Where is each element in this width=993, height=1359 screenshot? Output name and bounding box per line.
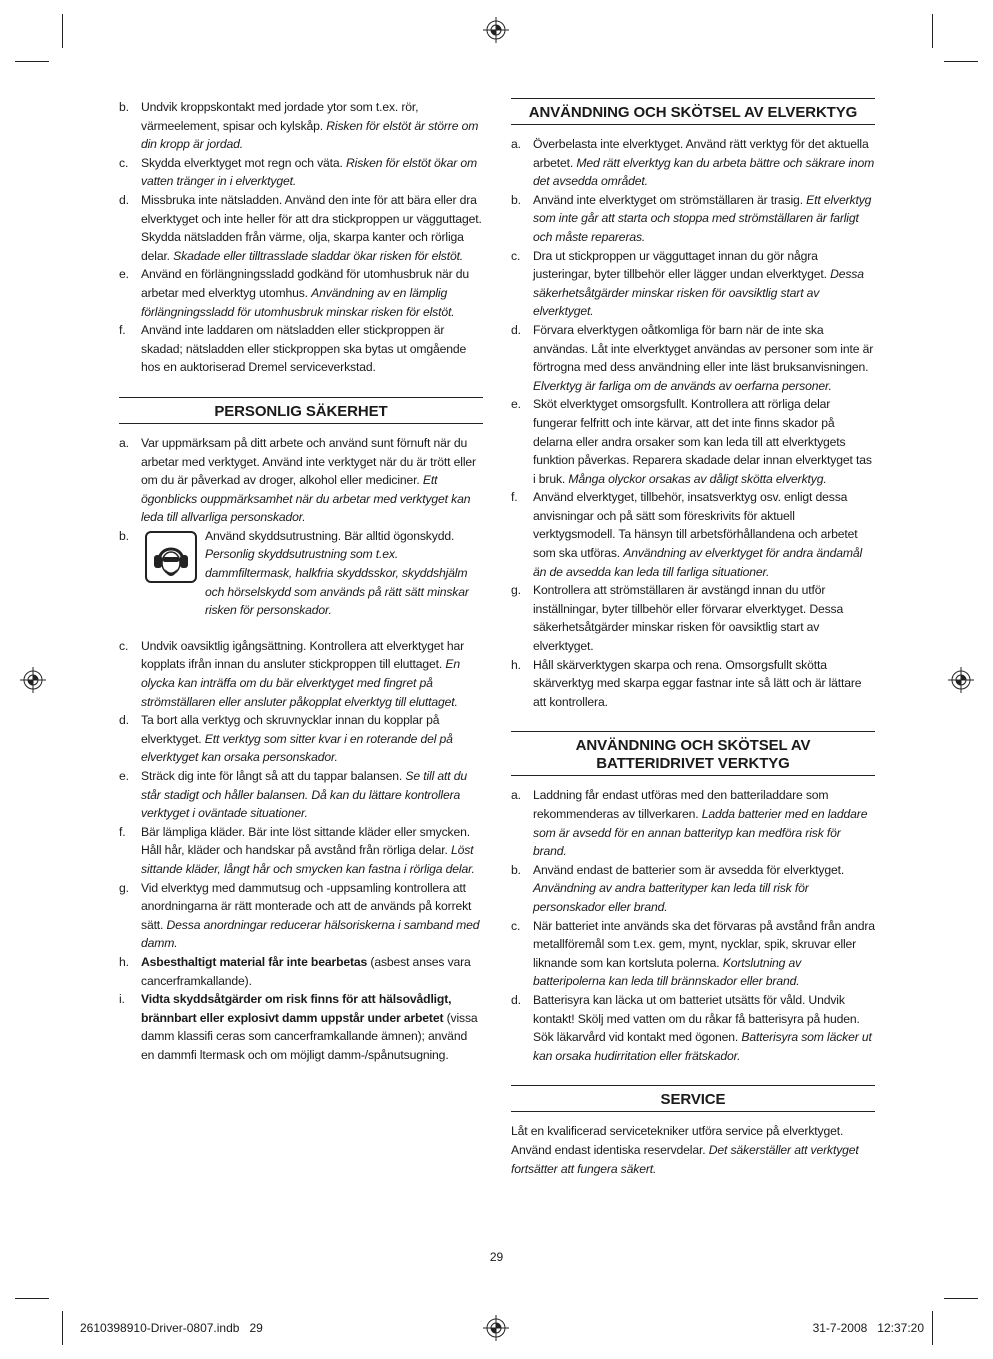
list-item: i. Vidta skyddsåtgärder om risk finns för att hälsovådligt, brännbart eller explosivt damm uppstår under arbetet (vissa damm klassifi ceras som cancerframkallande ämnen); använd en dammfi ltermask och om möjligt damm-/spånutsugning.	[119, 992, 478, 1062]
tool-use-list	[511, 135, 875, 711]
section-heading-personal-safety: PERSONLIG SÄKERHET	[119, 397, 483, 424]
list-item: c. Dra ut stickproppen ur vägguttaget innan du gör några justeringar, byter tillbehör eller lägger undan elverktyget. Dessa säkerhetsåtgärder minskar risken för oavsiktlig start av elverktyget.	[511, 248, 864, 319]
registration-mark-icon	[948, 667, 974, 693]
safety-gear-icon	[145, 531, 197, 583]
personal-safety-list	[119, 637, 483, 1065]
electrical-safety-list	[119, 98, 483, 377]
registration-mark-icon	[483, 1315, 509, 1341]
list-item: e. Sträck dig inte för långt så att du tappar balansen. Se till att du står stadigt och håller balansen. Då kan du lättare kontrollera verktyget i oväntade situationer.	[119, 769, 468, 821]
list-item: e. Sköt elverktyget omsorgsfullt. Kontrollera att rörliga delar fungerar felfritt och inte kärvar, att det inte finns skador på delarna eller andra orsaker som kan leda till att elverktygets funktion påverkas. Reparera skadade delar innan elverktyget tas i bruk. Många olyckor orsakas av dåligt skötta elverktyg.	[511, 397, 872, 486]
crop-mark	[932, 14, 933, 48]
list-item: g. Vid elverktyg med dammutsug och -uppsamling kontrollera att anordningarna är rätt monterade och att de används på korrekt sätt. Dessa anordningar reducerar hälsoriskerna i samband med damm.	[119, 880, 480, 951]
list-item: f. Bär lämpliga kläder. Bär inte löst sittande kläder eller smycken. Håll hår, kläder och handskar på avstånd från rörliga delar. Löst sittande kläder, långt hår och smycken kan fastna i rörliga delar.	[119, 824, 475, 876]
right-column	[511, 98, 875, 1178]
list-item: b. Använd endast de batterier som är avsedda för elverktyget. Användning av andra batterityper kan leda till risk för personskador eller brand.	[511, 862, 845, 914]
list-item: d. Missbruka inte nätsladden. Använd den inte för att bära eller dra elverktyget och inte heller för att dra stickproppen ur vägguttaget. Skydda nätsladden från värme, olja, skarpa kanter och rörliga delar. Skadade eller tilltrasslade sladdar ökar risken för elstöt.	[119, 192, 482, 263]
footer-timestamp: 31-7-2008 12:37:20	[812, 1321, 924, 1335]
crop-mark	[15, 61, 49, 62]
list-item: b. Använd inte elverktyget om strömställaren är trasig. Ett elverktyg som inte går att starta och stoppa med strömställaren är farligt och måste repareras.	[511, 192, 872, 244]
list-item: c. När batteriet inte används ska det förvaras på avstånd från andra metallföremål som t.ex. gem, mynt, nycklar, spik, skruvar eller liknande som kan kortsluta polerna. Kortslutning av batteripolerna kan leda till brännskador eller brand.	[511, 918, 875, 989]
crop-mark	[932, 1311, 933, 1345]
list-item: d. Batterisyra kan läcka ut om batteriet utsätts för våld. Undvik kontakt! Skölj med vatten om du råkar få batterisyra på huden. Sök läkarvård vid kontakt med ögonen. Batterisyra som läcker ut kan orsaka hudirritation eller frätskador.	[511, 992, 872, 1063]
list-item: g. Kontrollera att strömställaren är avstängd innan du utför inställningar, byter tillbehör eller förvarar elverktyget. Dessa säkerhetsåtgärder minskar risken för oavsiktlig start av elverktyget.	[511, 583, 844, 654]
service-paragraph: Låt en kvalificerad servicetekniker utföra service på elverktyget. Använd endast identiska reservdelar. Det säkerställer att verktyget fortsätter att fungera säkert.	[511, 1124, 859, 1176]
list-item: f. Använd inte laddaren om nätsladden eller stickproppen är skadad; nätsladden eller stickproppen ska bytas ut omgående hos en auktoriserad Dremel serviceverkstad.	[119, 323, 467, 375]
battery-tool-list	[511, 786, 875, 1065]
list-item: a. Var uppmärksam på ditt arbete och använd sunt förnuft när du arbetar med verktyget. Använd inte verktyget när du är trött eller om du är påverkad av droger, alkohol eller mediciner. Ett ögonblicks ouppmärksamhet när du arbetar med verktyget kan leda till allvarliga personskador.	[119, 435, 476, 525]
crop-mark	[15, 1298, 49, 1299]
list-item: b. Undvik kroppskontakt med jordade ytor som t.ex. rör, värmeelement, spisar och kylskåp. Risken för elstöt är större om din kropp är jordad.	[119, 100, 479, 152]
list-item: f. Använd elverktyget, tillbehör, insatsverktyg osv. enligt dessa anvisningar och på sätt som föreskrivits för aktuell verktygsmodell. Ta hänsyn till arbetsförhållandena och arbetet som ska utföras. Användning av elverktyget för andra ändamål än de avsedda kan leda till farliga situationer.	[511, 490, 863, 579]
crop-mark	[62, 14, 63, 48]
list-item: a. Laddning får endast utföras med den batteriladdare som rekommenderas av tillverkaren. Ladda batterier med en laddare som är avsedd för en annan batterityp kan medföra risk för brand.	[511, 788, 868, 859]
section-heading-service: SERVICE	[511, 1085, 875, 1112]
list-item: d. Ta bort alla verktyg och skruvnycklar innan du kopplar på elverktyget. Ett verktyg som sitter kvar i en roterande del på elverktyget kan orsaka personskador.	[119, 713, 453, 765]
registration-mark-icon	[483, 17, 509, 43]
list-item: e. Använd en förlängningssladd godkänd för utomhusbruk när du arbetar med elverktyg utomhus. Användning av en lämplig förlängningssladd för utomhusbruk minskar risken för elstöt.	[119, 267, 470, 319]
crop-mark	[944, 61, 978, 62]
crop-mark	[944, 1298, 978, 1299]
registration-mark-icon	[20, 667, 46, 693]
list-item: c. Skydda elverktyget mot regn och väta. Risken för elstöt ökar om vatten tränger in i elverktyget.	[119, 155, 478, 189]
list-item: d. Förvara elverktygen oåtkomliga för barn när de inte ska användas. Låt inte elverktyget användas av personer som inte är förtrogna med dess användning eller inte läst bruksanvisningen. Elverktyg är farliga om de används av oerfarna personer.	[511, 322, 874, 393]
list-item: h. Håll skärverktygen skarpa och rena. Omsorgsfullt skötta skärverktyg med skarpa eggar fastnar inte så lätt och är lättare att kontrollera.	[511, 657, 862, 709]
list-item-with-pictogram: b. Använd skyddsutrustning. Bär alltid ögonskydd. Personlig skyddsutrustning som t.ex. dammfiltermask, halkfria skyddsskor, skyddshjälm och hörselskydd som används på rätt sätt minskar risken för personskador.	[119, 528, 469, 618]
crop-mark	[62, 1311, 63, 1345]
list-item: h. Asbesthaltigt material får inte bearbetas (asbest anses vara cancerframkallande).	[119, 954, 471, 988]
footer-file-info: 2610398910-Driver-0807.indb 29	[80, 1321, 263, 1335]
left-column	[119, 98, 483, 1065]
page-number: 29	[489, 1250, 504, 1264]
section-heading-tool-use: ANVÄNDNING OCH SKÖTSEL AV ELVERKTYG	[511, 98, 875, 125]
list-item: c. Undvik oavsiktlig igångsättning. Kontrollera att elverktyget har kopplats ifrån innan du ansluter stickproppen till eluttaget. En olycka kan inträffa om du bär elverktyget med fingret på strömställaren eller ansluter påkopplat elverktyg till eluttaget.	[119, 638, 465, 709]
list-item: a. Överbelasta inte elverktyget. Använd rätt verktyg för det aktuella arbetet. Med rätt elverktyg kan du arbeta bättre och säkrare inom det avsedda området.	[511, 137, 875, 189]
section-heading-battery-tool: ANVÄNDNING OCH SKÖTSEL AV BATTERIDRIVET VERKTYG	[511, 731, 875, 776]
